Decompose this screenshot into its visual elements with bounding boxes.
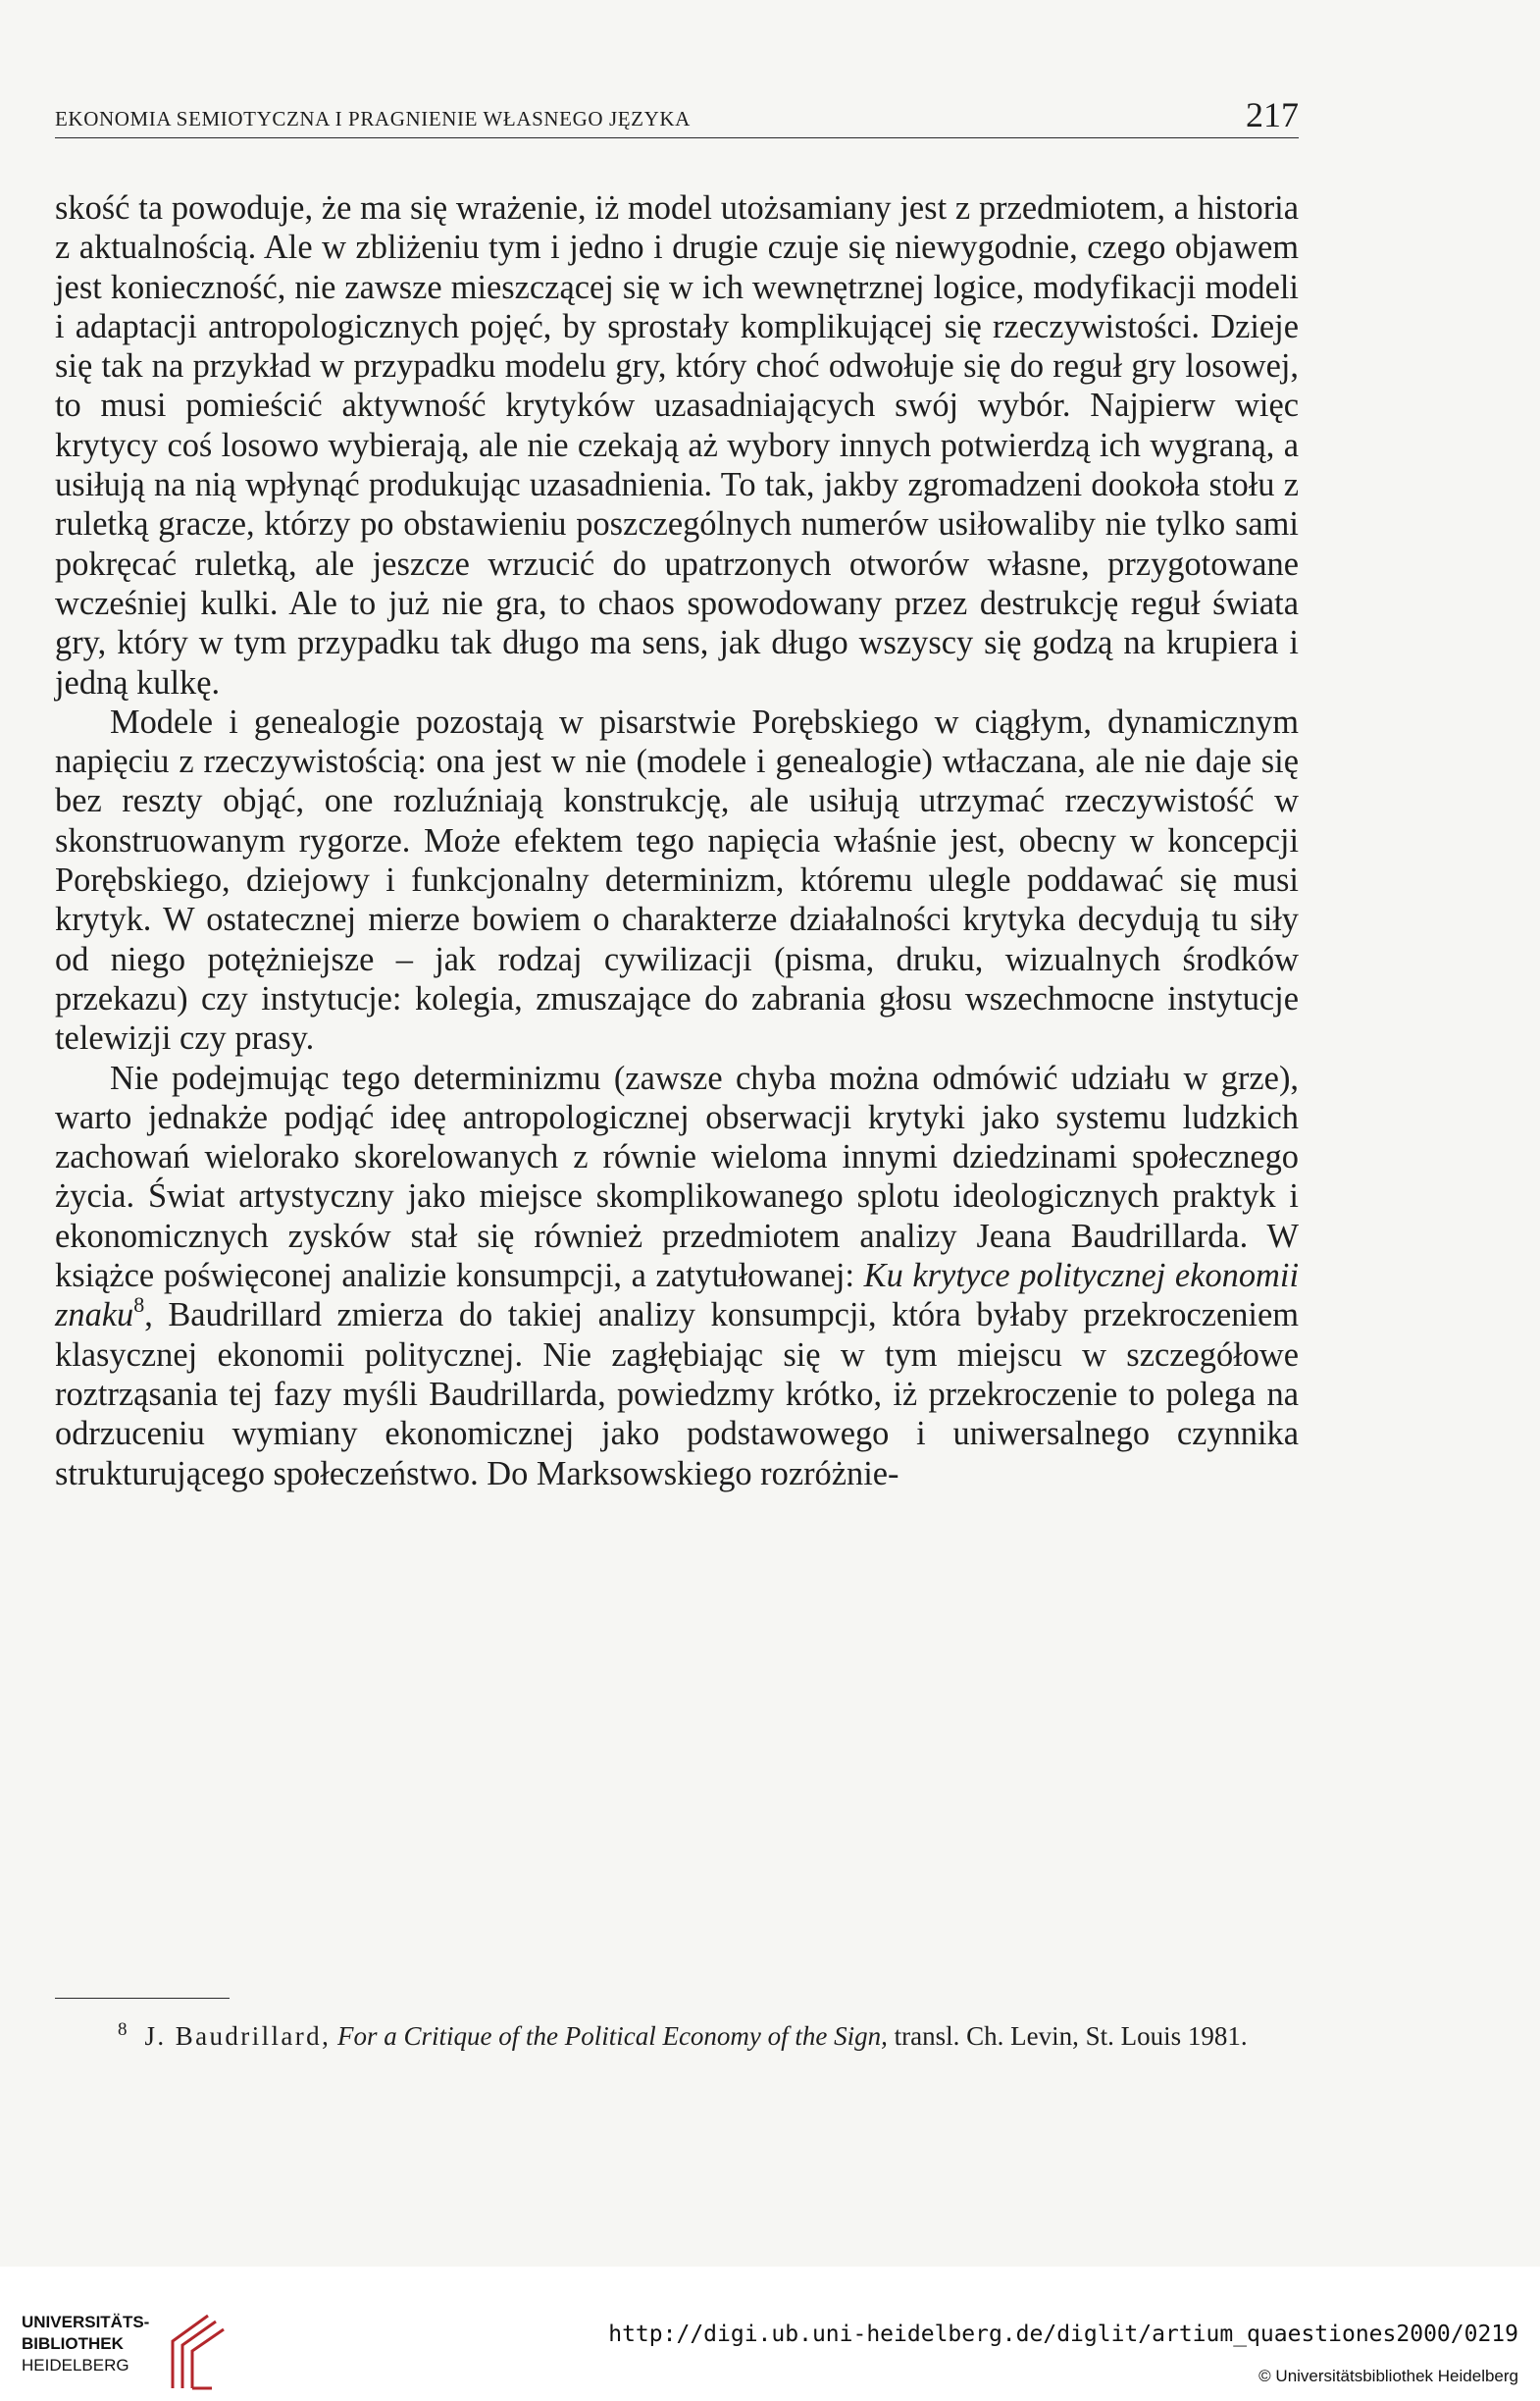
- paragraph-2: Modele i genealogie pozostają w pisarstwie Porębskiego w ciągłym, dynamicznym napięciu z rzeczywistością: ona jest w nie (modele i genealogie) wtłaczana, ale nie daje się bez reszty objąć, one rozluźniają konstrukcję, ale usiłują utrzymać rzeczywistość w skonstruowanym rygorze. Może efektem tego napięcia właśnie jest, obecny w koncepcji Porębskiego, dziejowy i funkcjonalny determinizm, któremu ulegle poddawać się musi krytyk. W ostatecznej mierze bowiem o charakterze działalności krytyka decydują tu siły od niego potężniejsze – jak rodzaj cywilizacji (pisma, druku, wizualnych środków przekazu) czy instytucje: kolegia, zmuszające do zabrania głosu wszechmocne instytucje telewizji czy prasy.: [55, 703, 1299, 1058]
- logo-line-1: UNIVERSITÄTS-: [22, 2313, 150, 2331]
- logo-line-3: HEIDELBERG: [22, 2356, 129, 2375]
- running-title: EKONOMIA SEMIOTYCZNA I PRAGNIENIE WŁASNEGO JĘZYKA: [55, 107, 691, 130]
- footnote-rest: transl. Ch. Levin, St. Louis 1981.: [887, 2021, 1248, 2051]
- logo-line-2: BIBLIOTHEK: [22, 2334, 124, 2353]
- book-title: Ku krytyce politycznej ekonomii znaku: [55, 1257, 1299, 1334]
- library-emblem-icon: [169, 2312, 228, 2390]
- library-logo[interactable]: [22, 2312, 237, 2390]
- footnote-number: 8: [118, 2019, 128, 2040]
- page-header: [55, 88, 1299, 138]
- paragraph-3-end: , Baudrillard zmierza do takiej analizy konsumpcji, która byłaby przekroczeniem klasycznej ekonomii politycznej. Nie zagłębiając się w tym miejscu w szczegółowe roztrząsania tej fazy myśli Baudrillarda, powiedzmy krótko, iż przekroczenie to polega na odrzuceniu wymiany ekonomicznej jako podstawowego i uniwersalnego czynnika strukturującego społeczeństwo. Do Marksowskiego rozróżnie-: [55, 1296, 1299, 1492]
- paragraph-3: [55, 1059, 1299, 1493]
- library-name: [22, 2312, 149, 2376]
- footnote-reference[interactable]: 8: [133, 1291, 145, 1317]
- footnote-author: J. Baudrillard,: [144, 2021, 332, 2051]
- permalink-url[interactable]: http://digi.ub.uni-heidelberg.de/diglit/artium_quaestiones2000/0219: [608, 2322, 1518, 2347]
- paragraph-1: skość ta powoduje, że ma się wrażenie, iż model utożsamiany jest z przedmiotem, a historia z aktualnością. Ale w zbliżeniu tym i jedno i drugie czuje się niewygodnie, czego objawem jest konieczność, nie zawsze mieszczącej się w ich wewnętrznej logice, modyfikacji modeli i adaptacji antropologicznych pojęć, by sprostały komplikującej się rzeczywistości. Dzieje się tak na przykład w przypadku modelu gry, który choć odwołuje się do reguł gry losowej, to musi pomieścić aktywność krytyków uzasadniających swój wybór. Najpierw więc krytycy coś losowo wybierają, ale nie czekają aż wybory innych potwierdzą ich wygraną, a usiłują na nią wpłynąć produkując uzasadnienia. To tak, jakby zgromadzeni dookoła stołu z ruletką gracze, którzy po obstawieniu poszczególnych numerów usiłowaliby nie tylko sami pokręcać ruletką, ale jeszcze wrzucić do upatrzonych otworów własne, przygotowane wcześniej kulki. Ale to już nie gra, to chaos spowodowany przez destrukcję reguł świata gry, który w tym przypadku tak długo ma sens, jak długo wszyscy się godzą na krupiera i jedną kulkę.: [55, 189, 1299, 702]
- library-footer: [0, 2267, 1540, 2401]
- copyright-notice: © Universitätsbibliothek Heidelberg: [1258, 2367, 1518, 2385]
- paragraph-3-start: Nie podejmując tego determinizmu (zawsze chyba można odmówić udziału w grze), warto jednakże podjąć ideę antropologicznej obserwacji krytyki jako systemu ludzkich zachowań wielorako skorelowanych z równie wieloma innymi dziedzinami społecznego życia. Świat artystyczny jako miejsce skomplikowanego splotu ideologicznych praktyk i ekonomicznych zysków stał się również przedmiotem analizy Jeana Baudrillarda. W książce poświęconej analizie konsumpcji, a zatytułowanej:: [55, 1059, 1299, 1295]
- footnote-divider: [55, 1998, 230, 1999]
- body-text: [55, 188, 1299, 1493]
- page-number: 217: [1246, 95, 1299, 134]
- footnote: [55, 2013, 1299, 2053]
- footnote-title: For a Critique of the Political Economy of the Sign,: [336, 2021, 888, 2051]
